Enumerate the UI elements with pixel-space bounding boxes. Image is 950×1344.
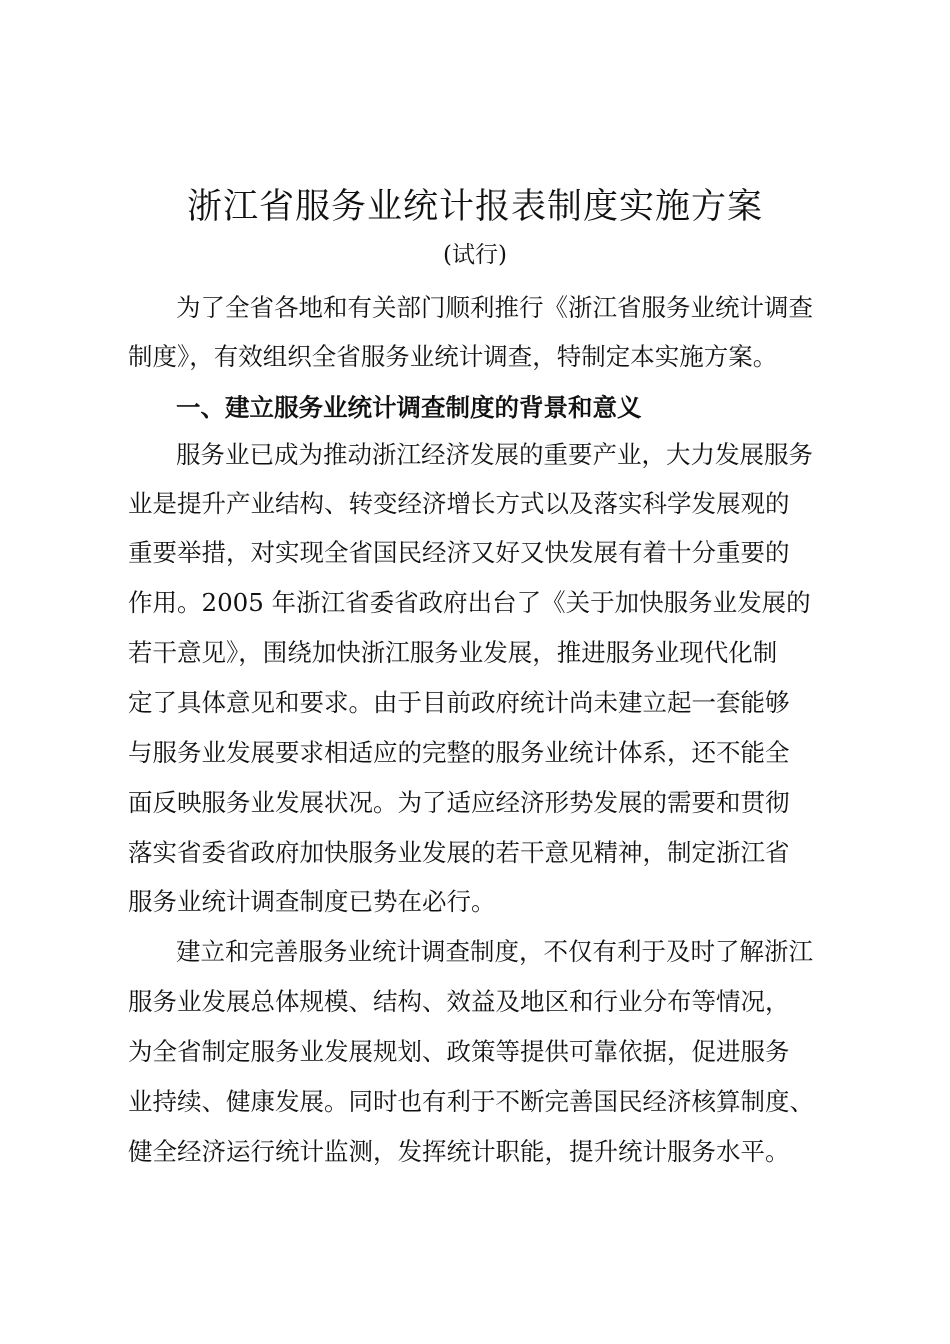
document-title: 浙江省服务业统计报表制度实施方案 [186,187,763,227]
document-subtitle: (试行) [443,242,507,268]
text-line: 业是提升产业结构、转变经济增长方式以及落实科学发展观的 [128,489,790,518]
text-line: 定了具体意见和要求。由于目前政府统计尚未建立起一套能够 [128,688,790,717]
text-line: 面反映服务业发展状况。为了适应经济形势发展的需要和贯彻 [128,788,790,817]
text-line: 服务业统计调查制度已势在必行。 [128,887,496,916]
text-line: 为了全省各地和有关部门顺利推行《浙江省服务业统计调查 [176,293,813,322]
text-line: 制度》，有效组织全省服务业统计调查，特制定本实施方案。 [128,342,778,371]
section-heading: 一、建立服务业统计调查制度的背景和意义 [176,393,642,422]
text-line: 为全省制定服务业发展规划、政策等提供可靠依据，促进服务 [128,1037,790,1066]
text-line: 服务业已成为推动浙江经济发展的重要产业，大力发展服务 [176,440,813,469]
text-line: 落实省委省政府加快服务业发展的若干意见精神，制定浙江省 [128,838,790,867]
text-line: 建立和完善服务业统计调查制度，不仅有利于及时了解浙江 [176,937,813,966]
text-line: 重要举措，对实现全省国民经济又好又快发展有着十分重要的 [128,538,790,567]
text-line: 业持续、健康发展。同时也有利于不断完善国民经济核算制度、 [128,1087,814,1116]
text-line: 服务业发展总体规模、结构、效益及地区和行业分布等情况， [128,987,790,1016]
text-line: 若干意见》，围绕加快浙江服务业发展，推进服务业现代化制 [128,638,778,667]
text-line: 与服务业发展要求相适应的完整的服务业统计体系，还不能全 [128,738,790,767]
text-line: 健全经济运行统计监测，发挥统计职能，提升统计服务水平。 [128,1137,790,1166]
text-line: 作用。2005 年浙江省委省政府出台了《关于加快服务业发展的 [128,588,811,617]
